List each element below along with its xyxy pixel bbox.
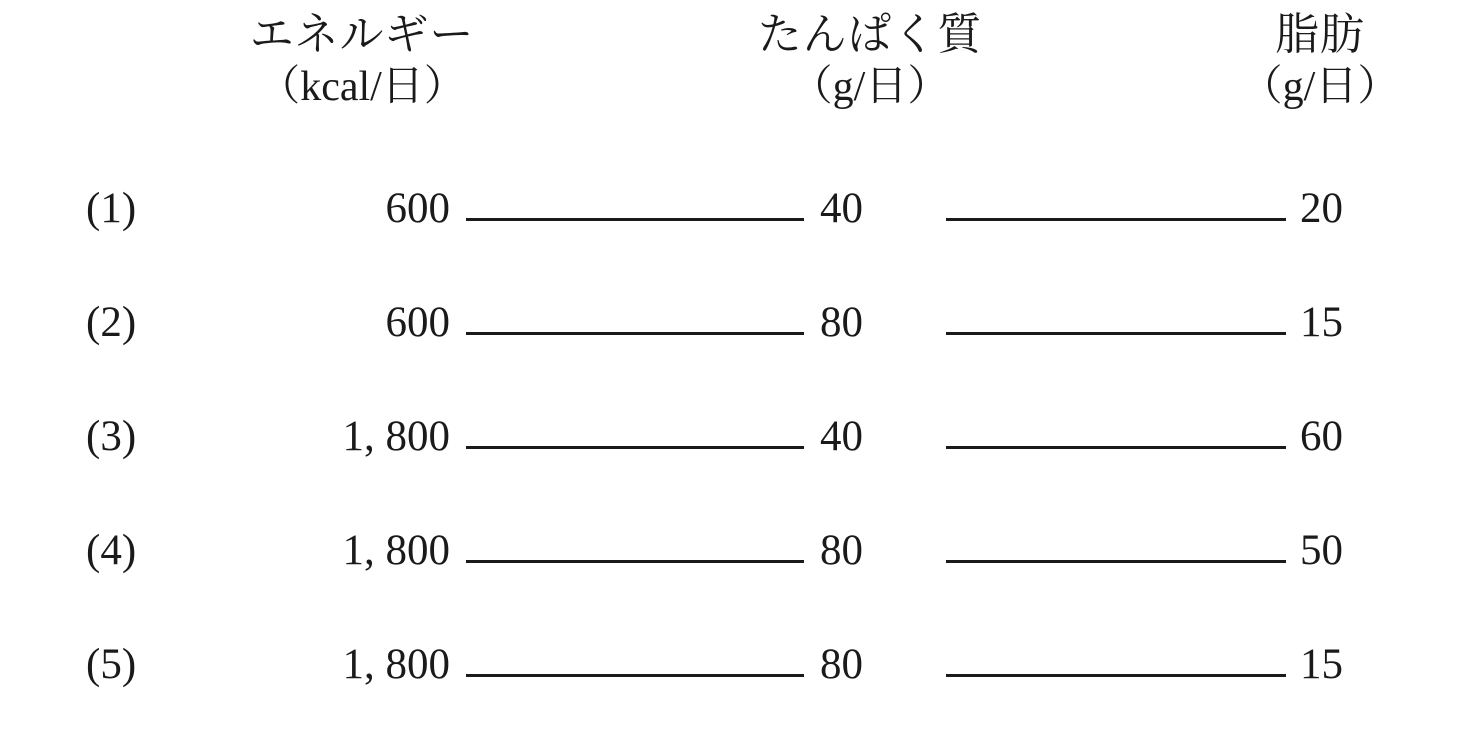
cell-fat: 50 [1300, 527, 1343, 574]
cell-fat: 15 [1300, 641, 1343, 688]
cell-protein: 40 [820, 185, 863, 232]
table-body [0, 178, 1465, 748]
column-header-fat-unit: （g/日） [1240, 63, 1400, 110]
leader-line-energy-protein [466, 446, 804, 449]
cell-energy: 1, 800 [342, 527, 450, 574]
row-label: (5) [86, 641, 137, 688]
column-header-fat-name: 脂肪 [1275, 10, 1365, 59]
column-header-protein-name: たんぱく質 [757, 10, 983, 59]
table-header [0, 8, 1465, 148]
table-row[interactable] [0, 520, 1465, 634]
cell-energy: 1, 800 [342, 413, 450, 460]
table-row[interactable] [0, 634, 1465, 748]
cell-protein: 40 [820, 413, 863, 460]
cell-energy: 600 [385, 185, 450, 232]
column-header-fat [1180, 8, 1460, 113]
leader-line-protein-fat [946, 560, 1286, 563]
leader-line-protein-fat [946, 218, 1286, 221]
column-header-protein [690, 8, 1050, 113]
row-label: (2) [86, 299, 137, 346]
row-label: (4) [86, 527, 137, 574]
leader-line-energy-protein [466, 218, 804, 221]
column-header-energy-unit: （kcal/日） [258, 63, 466, 110]
leader-line-protein-fat [946, 446, 1286, 449]
row-label: (3) [86, 413, 137, 460]
leader-line-energy-protein [466, 560, 804, 563]
cell-energy: 1, 800 [342, 641, 450, 688]
cell-protein: 80 [820, 299, 863, 346]
leader-line-protein-fat [946, 674, 1286, 677]
cell-fat: 15 [1300, 299, 1343, 346]
leader-line-protein-fat [946, 332, 1286, 335]
cell-fat: 20 [1300, 185, 1343, 232]
cell-fat: 60 [1300, 413, 1343, 460]
table-row[interactable] [0, 178, 1465, 292]
table-row[interactable] [0, 292, 1465, 406]
column-header-protein-unit: （g/日） [790, 63, 950, 110]
column-header-energy-name: エネルギー [249, 10, 475, 59]
cell-protein: 80 [820, 641, 863, 688]
table-row[interactable] [0, 406, 1465, 520]
row-label: (1) [86, 185, 137, 232]
cell-energy: 600 [385, 299, 450, 346]
leader-line-energy-protein [466, 332, 804, 335]
cell-protein: 80 [820, 527, 863, 574]
column-header-energy [172, 8, 552, 113]
leader-line-energy-protein [466, 674, 804, 677]
